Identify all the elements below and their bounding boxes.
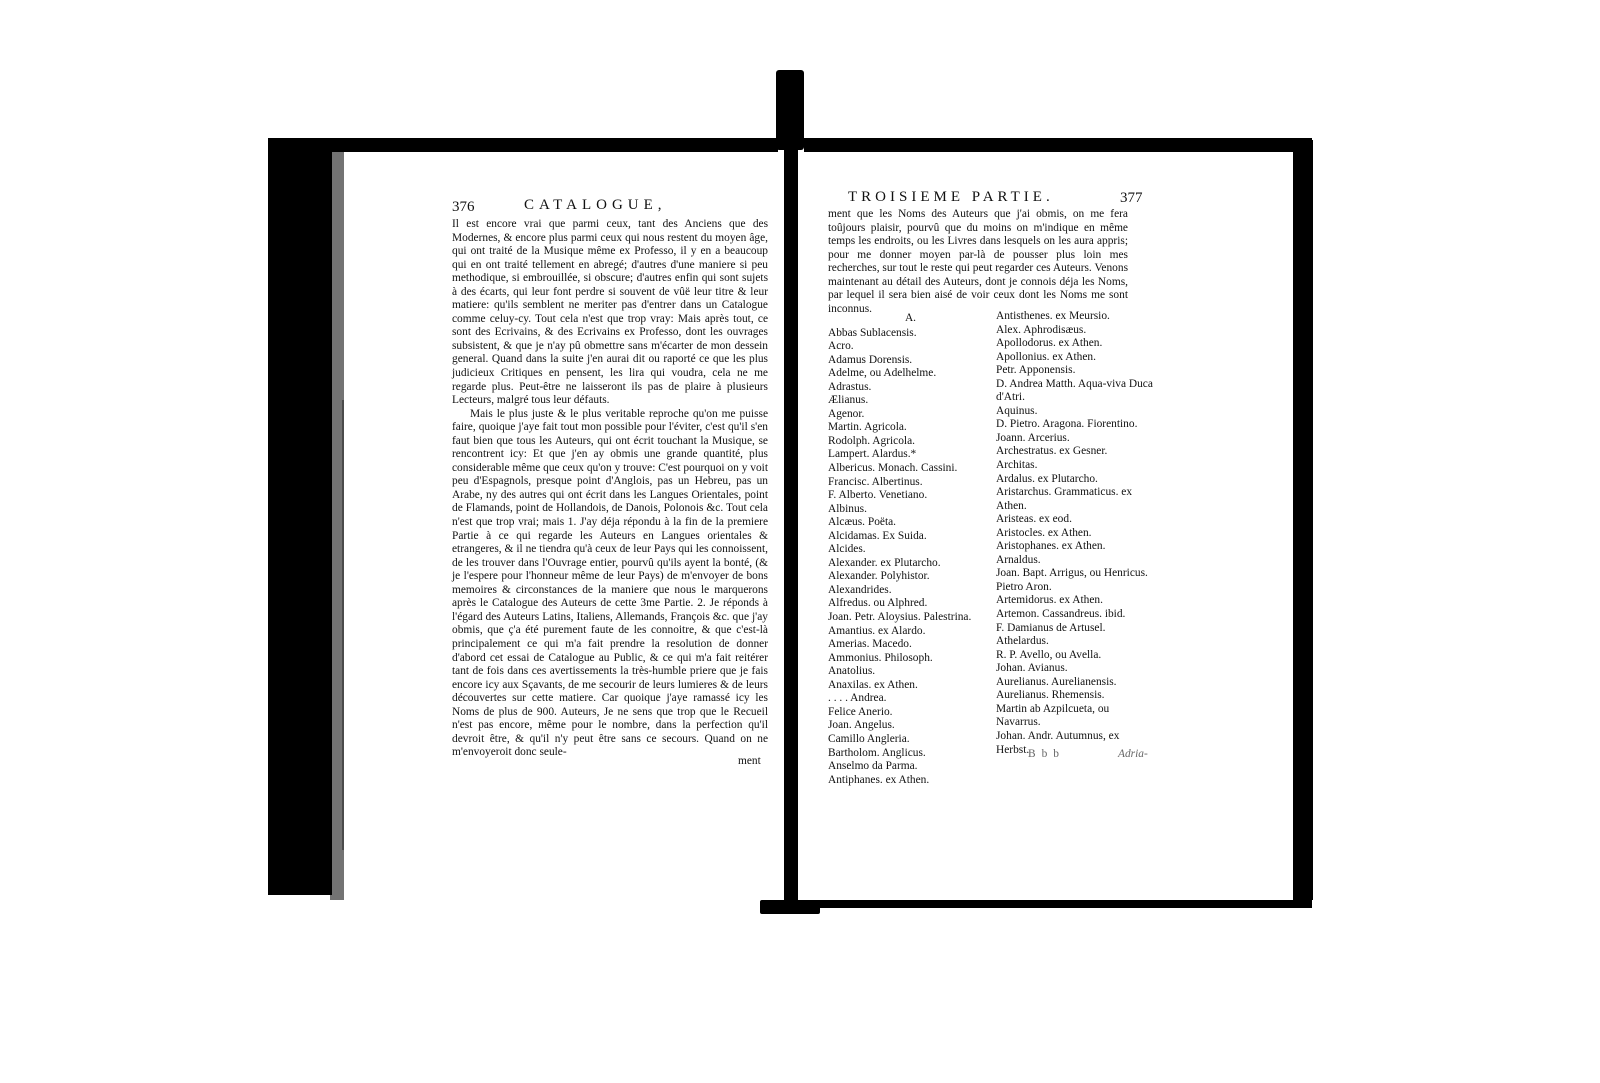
right-page-bottom-edge bbox=[804, 900, 1312, 908]
list-item: Anatolius. bbox=[828, 665, 876, 678]
list-item: Acro. bbox=[828, 340, 854, 353]
list-item: Archestratus. ex Gesner. bbox=[996, 445, 1108, 458]
list-item: Antisthenes. ex Meursio. bbox=[996, 310, 1110, 322]
list-item: F. Alberto. Venetiano. bbox=[828, 489, 928, 502]
list-item: Adelme, ou Adelhelme. bbox=[828, 367, 937, 380]
left-running-head: CATALOGUE, bbox=[524, 197, 667, 213]
list-item: Alexandrides. bbox=[828, 583, 892, 596]
list-item: Athelardus. bbox=[996, 635, 1049, 648]
spine-top-tab bbox=[776, 70, 804, 150]
list-item: Aquinus. bbox=[996, 404, 1038, 417]
list-item: Albinus. bbox=[828, 502, 867, 515]
left-page-body bbox=[452, 218, 768, 760]
left-book-edge bbox=[268, 140, 332, 895]
left-page-top-shadow bbox=[268, 138, 778, 152]
list-item: Johan. Andr. Autumnus, ex Herbst. bbox=[996, 729, 1120, 756]
right-page-intro bbox=[828, 208, 1128, 316]
right-book-edge bbox=[1293, 140, 1313, 900]
signature-mark: Bbb bbox=[1028, 748, 1065, 760]
list-item: Alcæus. Poëta. bbox=[828, 516, 897, 529]
right-paragraph: ment que les Noms des Auteurs que j'ai obmis, on me fera toûjours plaisir, pourvû que du moins on m'indique en même temps les endroits, ou les Livres dans lesquels on les aura appris; pour me donner moyen par-là de pousser plus loin mes recherches, sur tout le reste qui peut regarder ces Auteurs. Venons maintenant au détail des Auteurs, dont je connois déja les Noms, par lequel il sera bien aisé de voir ceux dont les Noms me sont inconnus. bbox=[828, 208, 1128, 315]
list-item: Amantius. ex Alardo. bbox=[828, 624, 926, 637]
list-item: Ardalus. ex Plutarcho. bbox=[996, 472, 1098, 485]
list-item: Adamus Dorensis. bbox=[828, 353, 913, 366]
list-item: Alexander. Polyhistor. bbox=[828, 570, 930, 583]
list-item: Abbas Sublacensis. bbox=[828, 326, 917, 339]
list-item: Aurelianus. Rhemensis. bbox=[996, 689, 1105, 702]
list-item: Architas. bbox=[996, 459, 1038, 472]
list-item: Pietro Aron. bbox=[996, 580, 1052, 593]
list-item: Petr. Apponensis. bbox=[996, 364, 1076, 377]
list-item: Joann. Arcerius. bbox=[996, 431, 1070, 444]
list-item: F. Damianus de Artusel. bbox=[996, 621, 1106, 634]
list-item: Anaxilas. ex Athen. bbox=[828, 678, 918, 691]
right-running-head: TROISIEME PARTIE. bbox=[848, 189, 1054, 205]
list-item: Aristocles. ex Athen. bbox=[996, 526, 1092, 539]
list-item: Alexander. ex Plutarcho. bbox=[828, 556, 941, 569]
list-item: Adrastus. bbox=[828, 380, 872, 393]
list-item: D. Pietro. Aragona. Fiorentino. bbox=[996, 418, 1138, 431]
list-item: Alfredus. ou Alphred. bbox=[828, 597, 928, 610]
left-paragraph-1: Il est encore vrai que parmi ceux, tant des Anciens que des Modernes, & encore plus parmi ceux qui nous restent du moyen âge, qui ont traité de la Musique même ex Professo, il y en a beaucoup qui en ont traité tellement en abregé; d'autres d'une maniere si peu methodique, si embrouillée, si obscure; d'autres enfin qui sont sujets à des écarts, qui leur font perdre si souvent de vûë leur titre & leur matiere: qu'ils semblent ne meriter pas d'entrer dans un Catalogue comme celuy-cy. Tout cela n'est que trop vray: Mais après tout, ce sont des Ecrivains, & des Ecrivains ex Professo, dont les ouvrages subsistent, & que je n'ay pû obmettre sans m'écarter de mon dessein general. Quand dans la suite j'en aurai dit ou raporté ce que les plus judicieux Critiques en pensent, les lira qui voudra, cela ne me regarde plus. Peut-être ne laisseront ils pas de plaire à plusieurs Lecteurs, malgré tous leur défauts. bbox=[452, 218, 768, 407]
list-item: Albericus. Monach. Cassini. bbox=[828, 462, 958, 475]
right-catchword: Adria- bbox=[1118, 748, 1148, 760]
list-item: Artemon. Cassandreus. ibid. bbox=[996, 608, 1126, 621]
list-item: Rodolph. Agricola. bbox=[828, 434, 916, 447]
list-item: Alcidamas. Ex Suida. bbox=[828, 529, 927, 542]
list-item: Francisc. Albertinus. bbox=[828, 475, 923, 488]
list-item: Agenor. bbox=[828, 407, 865, 420]
list-item: . . . . Andrea. bbox=[828, 692, 887, 705]
author-column-left bbox=[828, 312, 993, 787]
list-item: Joan. Angelus. bbox=[828, 719, 895, 732]
list-item: Anselmo da Parma. bbox=[828, 760, 918, 773]
list-item: R. P. Avello, ou Avella. bbox=[996, 648, 1102, 661]
list-item: Antiphanes. ex Athen. bbox=[828, 773, 930, 786]
list-item: Camillo Angleria. bbox=[828, 732, 910, 745]
list-item: Aristophanes. ex Athen. bbox=[996, 540, 1106, 553]
left-page-number: 376 bbox=[452, 199, 475, 215]
right-page-top-edge bbox=[804, 138, 1312, 152]
list-item: Joan. Petr. Aloysius. Palestrina. bbox=[828, 611, 972, 624]
list-item: Amerias. Macedo. bbox=[828, 638, 912, 651]
list-item: Alcides. bbox=[828, 543, 866, 556]
list-item: Martin ab Azpilcueta, ou Navarrus. bbox=[996, 702, 1110, 729]
list-item: Aurelianus. Aurelianensis. bbox=[996, 675, 1117, 688]
left-catchword: ment bbox=[738, 755, 761, 767]
list-item: Apollodorus. ex Athen. bbox=[996, 337, 1103, 350]
section-letter: A. bbox=[904, 312, 917, 324]
list-item: Ammonius. Philosoph. bbox=[828, 651, 933, 664]
left-paragraph-2: Mais le plus juste & le plus veritable reproche qu'on me puisse faire, quoique j'aye fait tout mon possible pour l'éviter, c'est qu'il s'en faut bien que tous les Auteurs, qui ont écrit touchant la Musique, se rencontrent icy: Et que j'en ay obmis une grande quantité, plus considerable même que ceux qu'on y trouve: C'est pourquoi on y voit peu d'Espagnols, presque point d'Anglois, pas un Hebreu, pas un Arabe, ny des autres qui ont écrit dans les Langues Orientales, point de Flamands, point de Hollandois, de Danois, Polonois &c. Tout cela n'est que trop vrai; mais 1. J'ay déja répondu à la fin de la premiere Partie à ce qui regarde les Auteurs en Langues orientales & etrangeres, & il ne tiendra qu'à ceux de leur Pays qui les connoissent, de les trouver dans l'Ouvrage entier, pourvû qu'ils ayent la bonté, (& je l'espere pour l'honneur même de leur Pays) de m'envoyer de bons memoires & circonstances de la maniere que nous le marquerons après le Catalogue des Auteurs de cette 3me Partie. 2. Je réponds à l'égard des Auteurs Latins, Italiens, Allemands, François &c. que j'ay obmis, que ç'a été purement faute de les connoitre, & que c'est-là principalement ce qui m'a fait prendre la resolution de donner d'abord cet essai de Catalogue au Public, & ce qui m'a fait reitérer tant de fois dans ces avertissements la très-humble priere que je fais encore icy aux Sçavants, de me secourir de leurs lumieres & de leurs découvertes sur cette matiere. Car quoique j'aye ramassé icy les Noms de plus de 900. Auteurs, Je ne sens que trop que le Recueil n'est pas encore, même pour le nombre, dans la perfection qu'il devroit être, & qu'il n'y peut être sans ce secours. Quand on ne m'envoyeroit donc seule- bbox=[452, 407, 768, 759]
list-item: Aristeas. ex eod. bbox=[996, 513, 1072, 526]
list-item: Martin. Agricola. bbox=[828, 421, 907, 434]
list-item: Bartholom. Anglicus. bbox=[828, 746, 926, 759]
right-page-number: 377 bbox=[1120, 190, 1143, 206]
spine-gutter bbox=[784, 140, 798, 910]
list-item: Apollonius. ex Athen. bbox=[996, 350, 1096, 363]
list-item: Lampert. Alardus.* bbox=[828, 448, 917, 461]
author-column-right bbox=[996, 310, 1154, 757]
list-item: D. Andrea Matth. Aqua-viva Duca d'Atri. bbox=[996, 377, 1153, 404]
list-item: Arnaldus. bbox=[996, 553, 1041, 566]
list-item: Alex. Aphrodisæus. bbox=[996, 323, 1087, 336]
list-item: Joan. Bapt. Arrigus, ou Henricus. bbox=[996, 567, 1148, 580]
list-item: Artemidorus. ex Athen. bbox=[996, 594, 1103, 607]
list-item: Felice Anerio. bbox=[828, 705, 893, 718]
list-item: Aristarchus. Grammaticus. ex Athen. bbox=[996, 486, 1133, 512]
list-item: Johan. Avianus. bbox=[996, 662, 1068, 675]
list-item: Ælianus. bbox=[828, 394, 869, 407]
